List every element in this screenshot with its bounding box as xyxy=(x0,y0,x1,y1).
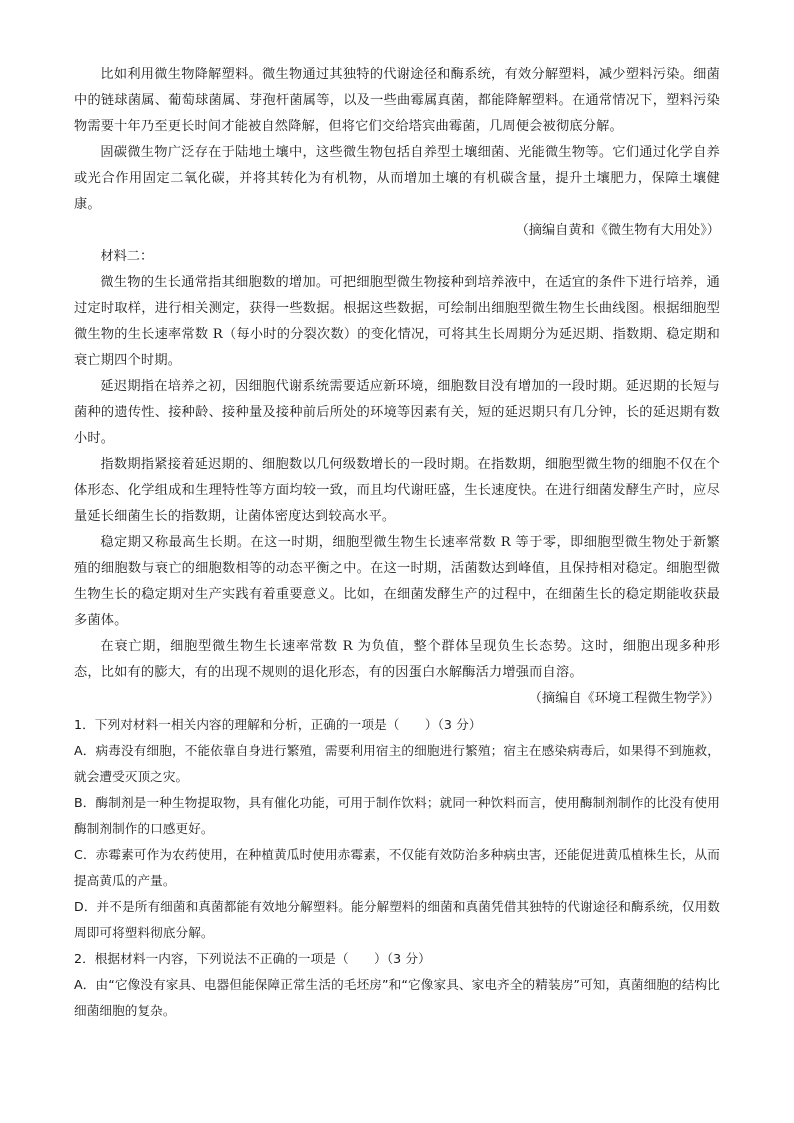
question-stem: 2．根据材料一内容，下列说法不正确的一项是（ ）（3 分） xyxy=(74,951,431,966)
material-two xyxy=(74,244,720,712)
answer-option: A．由“它像没有家具、电器但能保障正常生活的毛坯房”和“它像家具、家电齐全的精装房”可知，真菌细胞的结构比细菌细胞的复杂。 xyxy=(74,977,720,1018)
material-one-tail xyxy=(74,62,720,244)
source-citation: （摘编自《环境工程微生物学》） xyxy=(528,691,720,706)
answer-option: B．酶制剂是一种生物提取物，具有催化功能，可用于制作饮料；就同一种饮料而言，使用酶制剂制作的比没有使用酶制剂制作的口感更好。 xyxy=(74,795,720,836)
question-stem: 1．下列对材料一相关内容的理解和分析，正确的一项是（ ）（3 分） xyxy=(74,717,482,732)
paragraph: 在衰亡期，细胞型微生物生长速率常数 R 为负值，整个群体呈现负生长态势。这时，细胞出现多种形态，比如有的膨大，有的出现不规则的退化形态，有的因蛋白水解酶活力增强而自溶。 xyxy=(74,639,720,680)
paragraph: 稳定期又称最高生长期。在这一时期，细胞型微生物生长速率常数 R 等于零，即细胞型微生物处于新繁殖的细胞数与衰亡的细胞数相等的动态平衡之中。在这一时期，活菌数达到峰值，且保持相对稳定。细胞型微生物生长的稳定期对生产实践有着重要意义。比如，在细菌发酵生产的过程中，在细菌生长的稳定期能收获最多菌体。 xyxy=(74,535,720,628)
paragraph: 固碳微生物广泛存在于陆地土壤中，这些微生物包括自养型土壤细菌、光能微生物等。它们通过化学自养或光合作用固定二氧化碳，并将其转化为有机物，从而增加土壤的有机碳含量，提升土壤肥力，保障土壤健康。 xyxy=(74,145,720,212)
source-citation: （摘编自黄和《微生物有大用处》） xyxy=(515,223,720,238)
paragraph: 延迟期指在培养之初，因细胞代谢系统需要适应新环境，细胞数目没有增加的一段时期。延迟期的长短与菌种的遗传性、接种龄、接种量及接种前后所处的环境等因素有关，短的延迟期只有几分钟，长的延迟期有数小时。 xyxy=(74,379,720,446)
paragraph: 比如利用微生物降解塑料。微生物通过其独特的代谢途径和酶系统，有效分解塑料，减少塑料污染。细菌中的链球菌属、葡萄球菌属、芽孢杆菌属等，以及一些曲霉属真菌，都能降解塑料。在通常情况下，塑料污染物需要十年乃至更长时间才能被自然降解，但将它们交给塔宾曲霉菌，几周便会被彻底分解。 xyxy=(74,67,720,134)
material-label: 材料二： xyxy=(100,249,154,264)
answer-option: D．并不是所有细菌和真菌都能有效地分解塑料。能分解塑料的细菌和真菌凭借其独特的代谢途径和酶系统，仅用数周即可将塑料彻底分解。 xyxy=(74,899,720,940)
question-2 xyxy=(74,946,720,1024)
paragraph: 指数期指紧接着延迟期的、细胞数以几何级数增长的一段时期。在指数期，细胞型微生物的细胞不仅在个体形态、化学组成和生理特性等方面均较一致，而且均代谢旺盛，生长速度快。在进行细菌发酵生产时，应尽量延长细菌生长的指数期，让菌体密度达到较高水平。 xyxy=(74,457,720,524)
answer-option: C．赤霉素可作为农药使用，在种植黄瓜时使用赤霉素，不仅能有效防治多种病虫害，还能促进黄瓜植株生长，从而提高黄瓜的产量。 xyxy=(74,847,720,888)
answer-option: A．病毒没有细胞，不能依靠自身进行繁殖，需要利用宿主的细胞进行繁殖；宿主在感染病毒后，如果得不到施救，就会遭受灭顶之灾。 xyxy=(74,743,720,784)
question-1 xyxy=(74,712,720,946)
paragraph: 微生物的生长通常指其细胞数的增加。可把细胞型微生物接种到培养液中，在适宜的条件下进行培养，通过定时取样，进行相关测定，获得一些数据。根据这些数据，可绘制出细胞型微生物生长曲线图。根据细胞型微生物的生长速率常数 R（每小时的分裂次数）的变化情况，可将其生长周期分为延迟期、指数期、稳定期和衰亡期四个时期。 xyxy=(74,275,720,368)
